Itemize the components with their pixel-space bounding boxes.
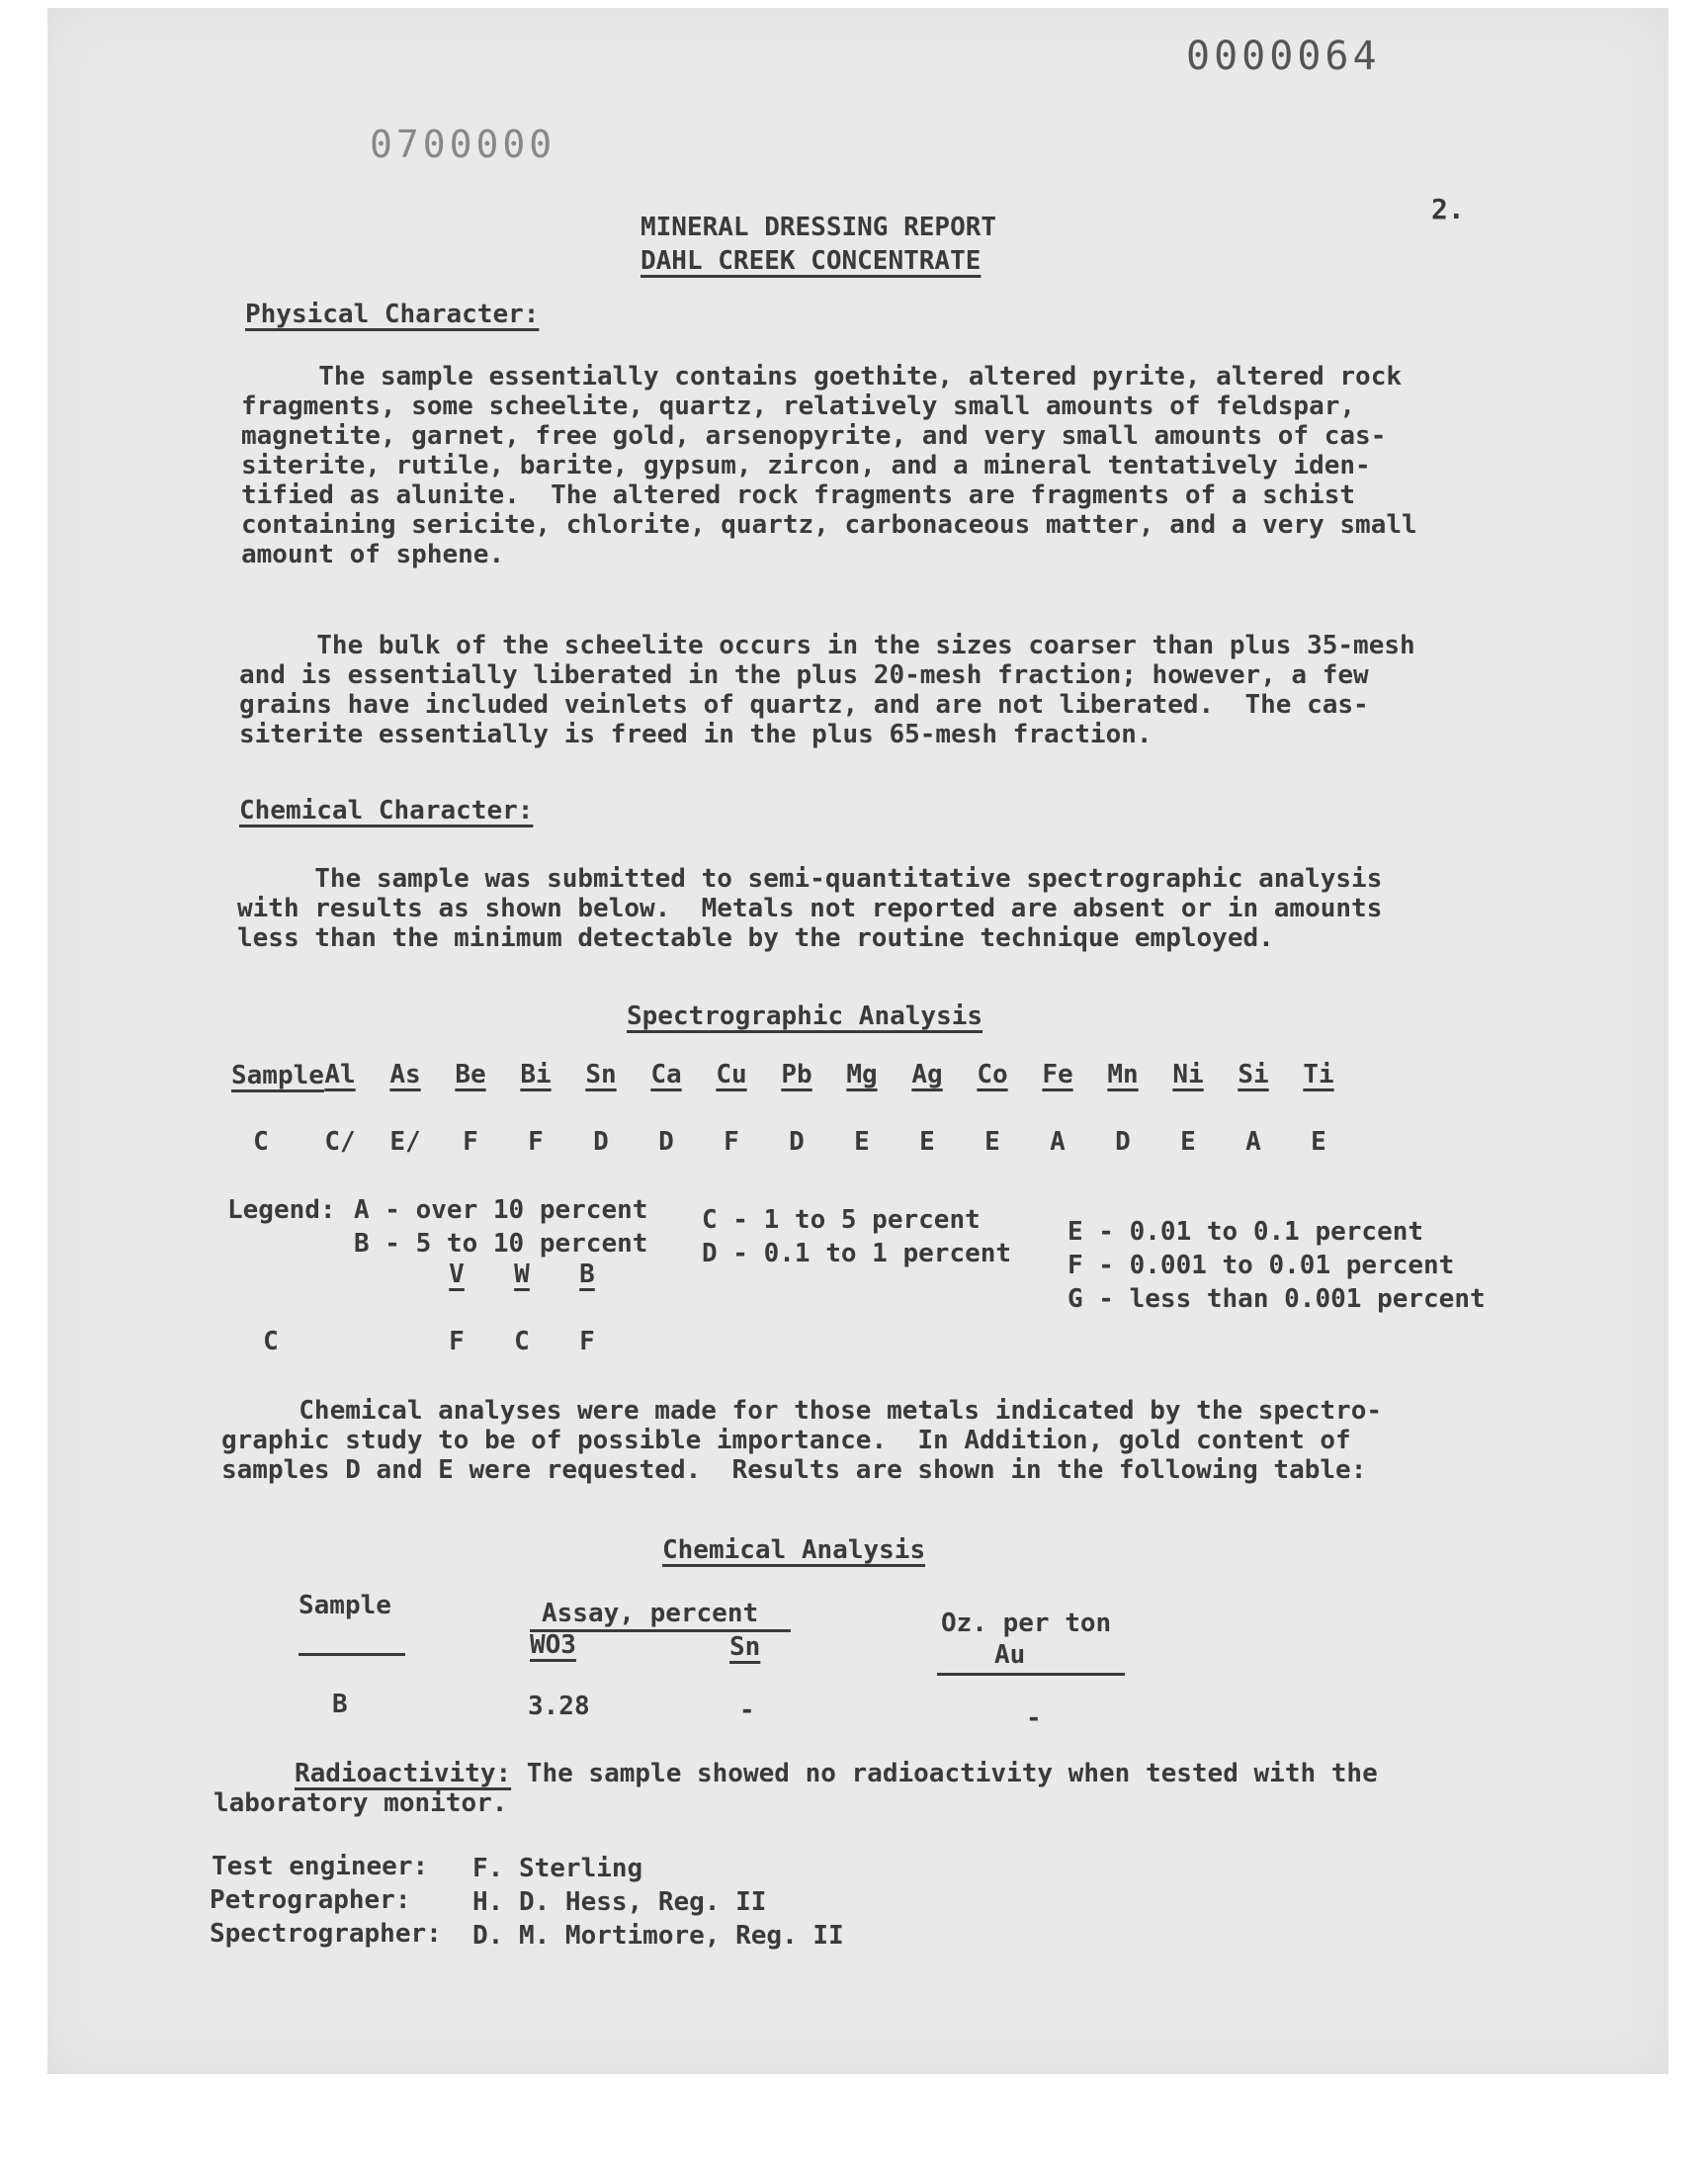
table-sn-value: - [739, 1696, 755, 1725]
text-line: containing sericite, chlorite, quartz, carbonaceous matter, and a very small [241, 510, 1417, 540]
element-header: Ag [911, 1060, 943, 1089]
sample-header-rule [299, 1653, 405, 1656]
credit-role: Spectrographer: [210, 1919, 442, 1949]
legend-c: C - 1 to 5 percent [702, 1205, 981, 1235]
element-header: Cu [716, 1060, 747, 1089]
radioactivity-line1 [295, 1758, 1378, 1789]
report-title-line2: DAHL CREEK CONCENTRATE [640, 246, 982, 276]
legend-d: D - 0.1 to 1 percent [702, 1239, 1012, 1268]
element-header: Si [1238, 1060, 1269, 1089]
element-value: F [463, 1127, 478, 1157]
au-column-header: Au [994, 1640, 1026, 1670]
text-line: with results as shown below. Metals not reported are absent or in amounts [237, 894, 1383, 923]
element-value: F [579, 1327, 595, 1356]
element-header: Bi [520, 1060, 552, 1089]
element-value: C/ [324, 1127, 356, 1157]
wo3-column-header: WO3 [530, 1630, 576, 1660]
element-header: Be [455, 1060, 486, 1089]
chemical-analyses-paragraph [221, 1396, 1382, 1485]
radioactivity-label: Radioactivity: [295, 1759, 512, 1788]
physical-character-heading: Physical Character: [245, 300, 540, 329]
faint-number-stamp: 0700000 [370, 123, 556, 166]
element-value: F [528, 1127, 544, 1157]
element-header: V [449, 1260, 465, 1289]
extra-element-value-row [47, 1327, 937, 1366]
report-title-line1: MINERAL DRESSING REPORT [640, 213, 997, 242]
element-value: E [984, 1127, 1000, 1157]
legend-f: F - 0.001 to 0.01 percent [1068, 1251, 1455, 1280]
chemical-character-heading: Chemical Character: [239, 796, 534, 826]
oz-header-rule [937, 1673, 1125, 1676]
text-line: The bulk of the scheelite occurs in the sizes coarser than plus 35-mesh [239, 631, 1415, 660]
element-value: E [1180, 1127, 1196, 1157]
credit-name: D. M. Mortimore, Reg. II [472, 1921, 844, 1951]
sample-column-header: Sample [231, 1061, 324, 1090]
page-number: 2. [1431, 193, 1465, 225]
text-line: Chemical analyses were made for those metals indicated by the spectro- [221, 1396, 1382, 1426]
element-value: A [1245, 1127, 1261, 1157]
element-header: Fe [1042, 1060, 1073, 1089]
text-line: magnetite, garnet, free gold, arsenopyrite, and very small amounts of cas- [241, 421, 1387, 451]
element-value: F [449, 1327, 465, 1356]
element-value: E [919, 1127, 935, 1157]
text-line: grains have included veinlets of quartz, and are not liberated. The cas- [239, 690, 1369, 720]
element-value: E [1311, 1127, 1326, 1157]
element-header: Mn [1107, 1060, 1139, 1089]
sample-id: C [253, 1127, 269, 1157]
element-header: As [389, 1060, 421, 1089]
element-header: Mg [846, 1060, 878, 1089]
element-value: D [593, 1127, 609, 1157]
element-value: E [854, 1127, 870, 1157]
element-value: A [1050, 1127, 1066, 1157]
physical-paragraph-2 [239, 631, 1415, 749]
element-value: D [658, 1127, 674, 1157]
spectro-value-row [47, 1127, 1668, 1167]
document-number-stamp: 0000064 [1186, 34, 1381, 79]
element-header: Al [324, 1060, 356, 1089]
chemical-analysis-heading: Chemical Analysis [662, 1535, 926, 1565]
text-line: graphic study to be of possible importance. In Addition, gold content of [221, 1426, 1351, 1455]
text-line: fragments, some scheelite, quartz, relatively small amounts of feldspar, [241, 392, 1356, 421]
element-header: B [579, 1260, 595, 1289]
table-au-value: - [1026, 1703, 1042, 1733]
element-header: W [514, 1260, 530, 1289]
credit-name: H. D. Hess, Reg. II [472, 1887, 767, 1917]
text-line: and is essentially liberated in the plus 20-mesh fraction; however, a few [239, 660, 1369, 690]
legend-e: E - 0.01 to 0.1 percent [1068, 1217, 1424, 1247]
element-header: Ti [1303, 1060, 1334, 1089]
element-header: Ni [1172, 1060, 1204, 1089]
element-value: D [1115, 1127, 1131, 1157]
spectrographic-analysis-heading: Spectrographic Analysis [627, 1001, 983, 1031]
text-line: less than the minimum detectable by the routine technique employed. [237, 923, 1274, 953]
text-line: tified as alunite. The altered rock fragments are fragments of a schist [241, 480, 1356, 510]
text-line: The sample was submitted to semi-quantitative spectrographic analysis [237, 864, 1383, 894]
text-line: siterite essentially is freed in the plus 65-mesh fraction. [239, 720, 1153, 749]
radioactivity-text: The sample showed no radioactivity when tested with the [511, 1759, 1378, 1788]
element-value: C [514, 1327, 530, 1356]
text-line: The sample essentially contains goethite, altered pyrite, altered rock [241, 362, 1402, 392]
radioactivity-line2: laboratory monitor. [214, 1788, 508, 1818]
element-value: F [724, 1127, 739, 1157]
element-header: Sn [585, 1060, 617, 1089]
element-header-row [47, 1060, 1668, 1099]
credit-name: F. Sterling [472, 1854, 643, 1883]
legend-a: A - over 10 percent [354, 1195, 648, 1225]
sn-column-header: Sn [729, 1632, 761, 1662]
legend-g: G - less than 0.001 percent [1068, 1284, 1486, 1314]
credit-role: Test engineer: [212, 1852, 429, 1881]
scan-margin [0, 2074, 1708, 2175]
element-value: D [789, 1127, 805, 1157]
text-line: siterite, rutile, barite, gypsum, zircon, and a mineral tentatively iden- [241, 451, 1371, 480]
sample-column-header: Sample [299, 1591, 391, 1620]
document-page [47, 8, 1668, 2074]
extra-element-header-row [47, 1260, 937, 1299]
assay-percent-header: Assay, percent [542, 1599, 759, 1628]
credit-role: Petrographer: [210, 1885, 411, 1915]
element-header: Pb [781, 1060, 812, 1089]
text-line: amount of sphene. [241, 540, 505, 569]
legend-label: Legend: [227, 1195, 336, 1225]
sample-id: C [263, 1327, 279, 1356]
table-wo3-value: 3.28 [528, 1692, 590, 1721]
physical-paragraph-1 [241, 362, 1417, 569]
element-header: Ca [650, 1060, 682, 1089]
legend-b: B - 5 to 10 percent [354, 1229, 648, 1259]
chemical-paragraph [237, 864, 1382, 953]
oz-per-ton-header: Oz. per ton [941, 1609, 1112, 1638]
table-sample-value: B [332, 1690, 348, 1719]
element-header: Co [977, 1060, 1008, 1089]
text-line: samples D and E were requested. Results are shown in the following table: [221, 1455, 1367, 1485]
element-value: E/ [389, 1127, 421, 1157]
